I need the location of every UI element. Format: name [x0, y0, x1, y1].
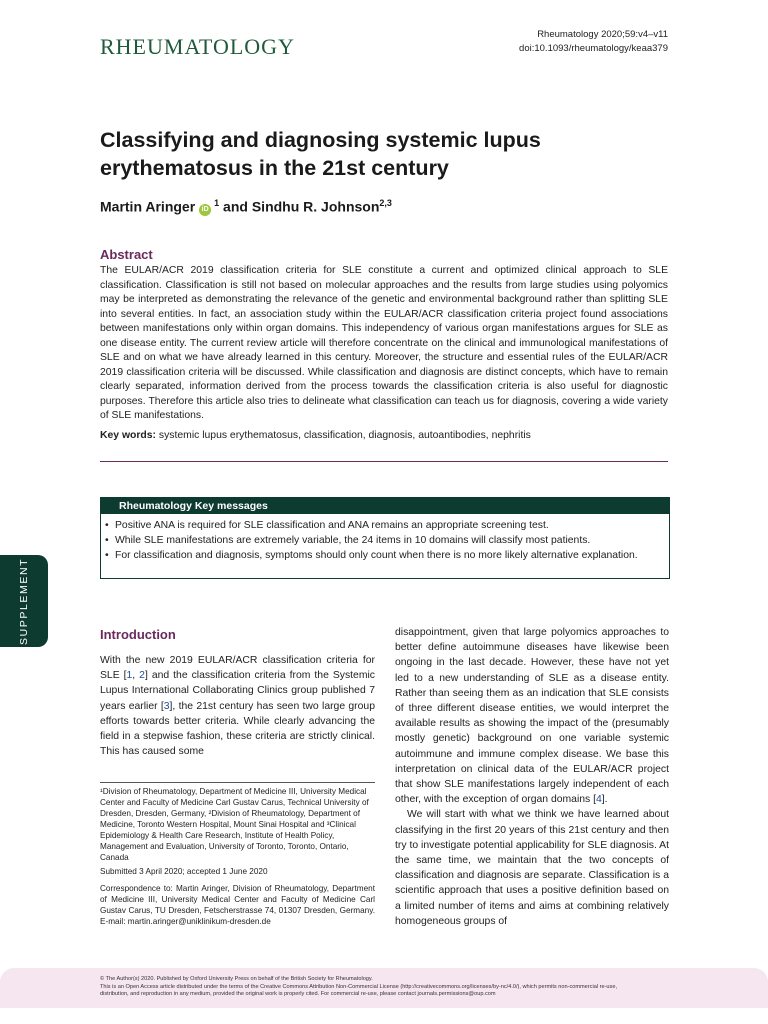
bullet-icon: • — [105, 550, 109, 561]
body-text: ], the 21st century has seen two large group efforts towards better criteria. While clearly advancing the field in a stepwise fashion, these criteria are strictly clinical. This has caused some — [100, 700, 375, 758]
license-footer — [0, 968, 768, 1008]
citation-volume: Rheumatology 2020;59:v4–v11 — [537, 29, 668, 40]
body-text: ]. — [601, 794, 608, 806]
key-messages-list — [101, 518, 669, 563]
footnote-rule — [100, 782, 375, 783]
key-message-text: While SLE manifestations are extremely variable, the 24 items in 10 domains will classify most patients. — [115, 535, 591, 546]
orcid-icon[interactable]: iD — [199, 204, 211, 216]
submission-dates: Submitted 3 April 2020; accepted 1 June 2020 — [100, 867, 268, 876]
author-name[interactable]: Martin Aringer — [100, 198, 196, 215]
section-divider — [100, 461, 668, 462]
author-separator: and — [219, 198, 252, 215]
reference-link[interactable]: 2 — [139, 670, 145, 682]
abstract-body: The EULAR/ACR 2019 classification criteria for SLE constitute a current and optimized clinical approach to SLE classification. Classification is still not based on molecular approaches and the results from large studies using polyomics may be interpreted as demonstrating the relevance of the genetic and environmental background rather than splitting SLE into several entities. In fact, an association study within the EULAR/ACR classification criteria project found associations between manifestations only within organ domains. This independency of various organ manifestations argues for SLE as one disease entity. The current review article will therefore concentrate on the clinical and immunological manifestations of SLE and on what we have already learned in this century. Moreover, the structure and essential rules of the EULAR/ACR 2019 classification criteria will be discussed. While classification and diagnosis are distinct concepts, which have to remain clearly separated, information derived from the process towards the classification criteria is also useful for diagnostic purposes. Therefore this article also tries to delineate what classification can teach us for diagnosis, covering a wide variety of SLE manifestations. — [100, 265, 668, 421]
journal-logo: RHEUMATOLOGY — [100, 34, 295, 59]
introduction-left-column — [100, 653, 375, 759]
body-text: disappointment, given that large polyomics approaches to better define autoimmune diseases have likewise been ongoing in the last decade. However, these have not yet led to a new understanding of SLE as a disease entity. Rather than seeing them as an indication that SLE consists of three different disease entities, we would interpret the available results as showing the impact of the (presumably mostly genetic) background on one variable systemic autoimmune and immune complex disease. We base this interpretation on clinical data of the EULAR/ACR project that show SLE manifestations largely independent of each other, with the exception of organ domains [ — [395, 627, 669, 806]
author-affiliation-sup: 1 — [214, 198, 220, 208]
author-list — [100, 198, 392, 216]
key-messages-heading: Rheumatology Key messages — [101, 498, 669, 514]
body-text: ] and the classification criteria from the Systemic Lupus International Collaborating Clinics group published 7 years earlier [ — [100, 670, 375, 712]
supplement-label: SUPPLEMENT — [18, 557, 30, 645]
license-text — [100, 976, 668, 999]
introduction-right-column — [395, 625, 669, 929]
citation-doi[interactable]: doi:10.1093/rheumatology/keaa379 — [519, 43, 668, 54]
reference-link[interactable]: 4 — [596, 794, 602, 806]
keywords — [100, 430, 668, 441]
key-message-item — [105, 518, 669, 533]
key-message-item — [105, 533, 669, 548]
license-line: distribution, and reproduction in any medium, provided the original work is properly cited. For commercial re-use, please contact journals.permissions@oup.com — [100, 991, 496, 998]
license-line[interactable]: This is an Open Access article distributed under the terms of the Creative Commons Attribution Non-Commercial License (http://creativecommons.org/licenses/by-nc/4.0/), which permits non-commercial re-use, — [100, 983, 618, 990]
abstract-heading: Abstract — [100, 247, 153, 262]
citation-info — [519, 28, 668, 56]
author-affiliations: ¹Division of Rheumatology, Department of Medicine III, University Medical Center and Faculty of Medicine Carl Gustav Carus, Technical University of Dresden, Dresden, Germany, ²Division of Rheumatology, Department of Medicine, Toronto Western Hospital, Mount Sinai Hospital and ³Clinical Epidemiology & Health Care Research, Institute of Health Policy, Management and Evaluation, University of Toronto, Toronto, Ontario, Canada — [100, 787, 369, 862]
introduction-heading: Introduction — [100, 627, 176, 642]
key-message-text: For classification and diagnosis, symptoms should only count when there is no more likely alternative explanation. — [115, 550, 638, 561]
keywords-label: Key words: — [100, 430, 157, 441]
key-message-item — [105, 548, 669, 563]
reference-link[interactable]: 3 — [163, 700, 170, 712]
copyright-line: © The Author(s) 2020. Published by Oxford University Press on behalf of the British Society for Rheumatology. — [100, 976, 373, 982]
author-affiliation-sup: 2,3 — [379, 198, 392, 208]
correspondence-address: Correspondence to: Martin Aringer, Division of Rheumatology, Department of Medicine III, University Medical Center and Faculty of Medicine Carl Gustav Carus, TU Dresden, Fetscherstrasse 74, 01307 Dresden, Germany. E-mail: martin.aringer@uniklinikum-dresden.de — [100, 884, 375, 926]
body-paragraph — [395, 625, 669, 807]
author-name[interactable]: Sindhu R. Johnson — [251, 198, 380, 215]
reference-link[interactable]: 1 — [126, 670, 133, 682]
body-text: With the new 2019 EULAR/ACR classification criteria for SLE [ — [100, 655, 375, 682]
article-title: Classifying and diagnosing systemic lupus erythematosus in the 21st century — [100, 128, 541, 180]
keywords-list: systemic lupus erythematosus, classification, diagnosis, autoantibodies, nephritis — [158, 430, 531, 441]
supplement-tab — [0, 555, 48, 647]
bullet-icon: • — [105, 535, 109, 546]
bullet-icon: • — [105, 520, 109, 531]
body-text: , — [132, 670, 140, 682]
key-messages-box — [100, 497, 670, 579]
key-message-text: Positive ANA is required for SLE classification and ANA remains an appropriate screening test. — [115, 520, 549, 531]
body-paragraph: We will start with what we think we have learned about classifying in the first 20 years of this 21st century and then try to investigate potential applicability for SLE diagnosis. At the same time, we maintain that the two concepts of classification and diagnosis are separate. Classification is a scientific approach that uses a positive definition based on a limited number of items and aims at combining relatively homogeneous groups of — [395, 809, 669, 927]
